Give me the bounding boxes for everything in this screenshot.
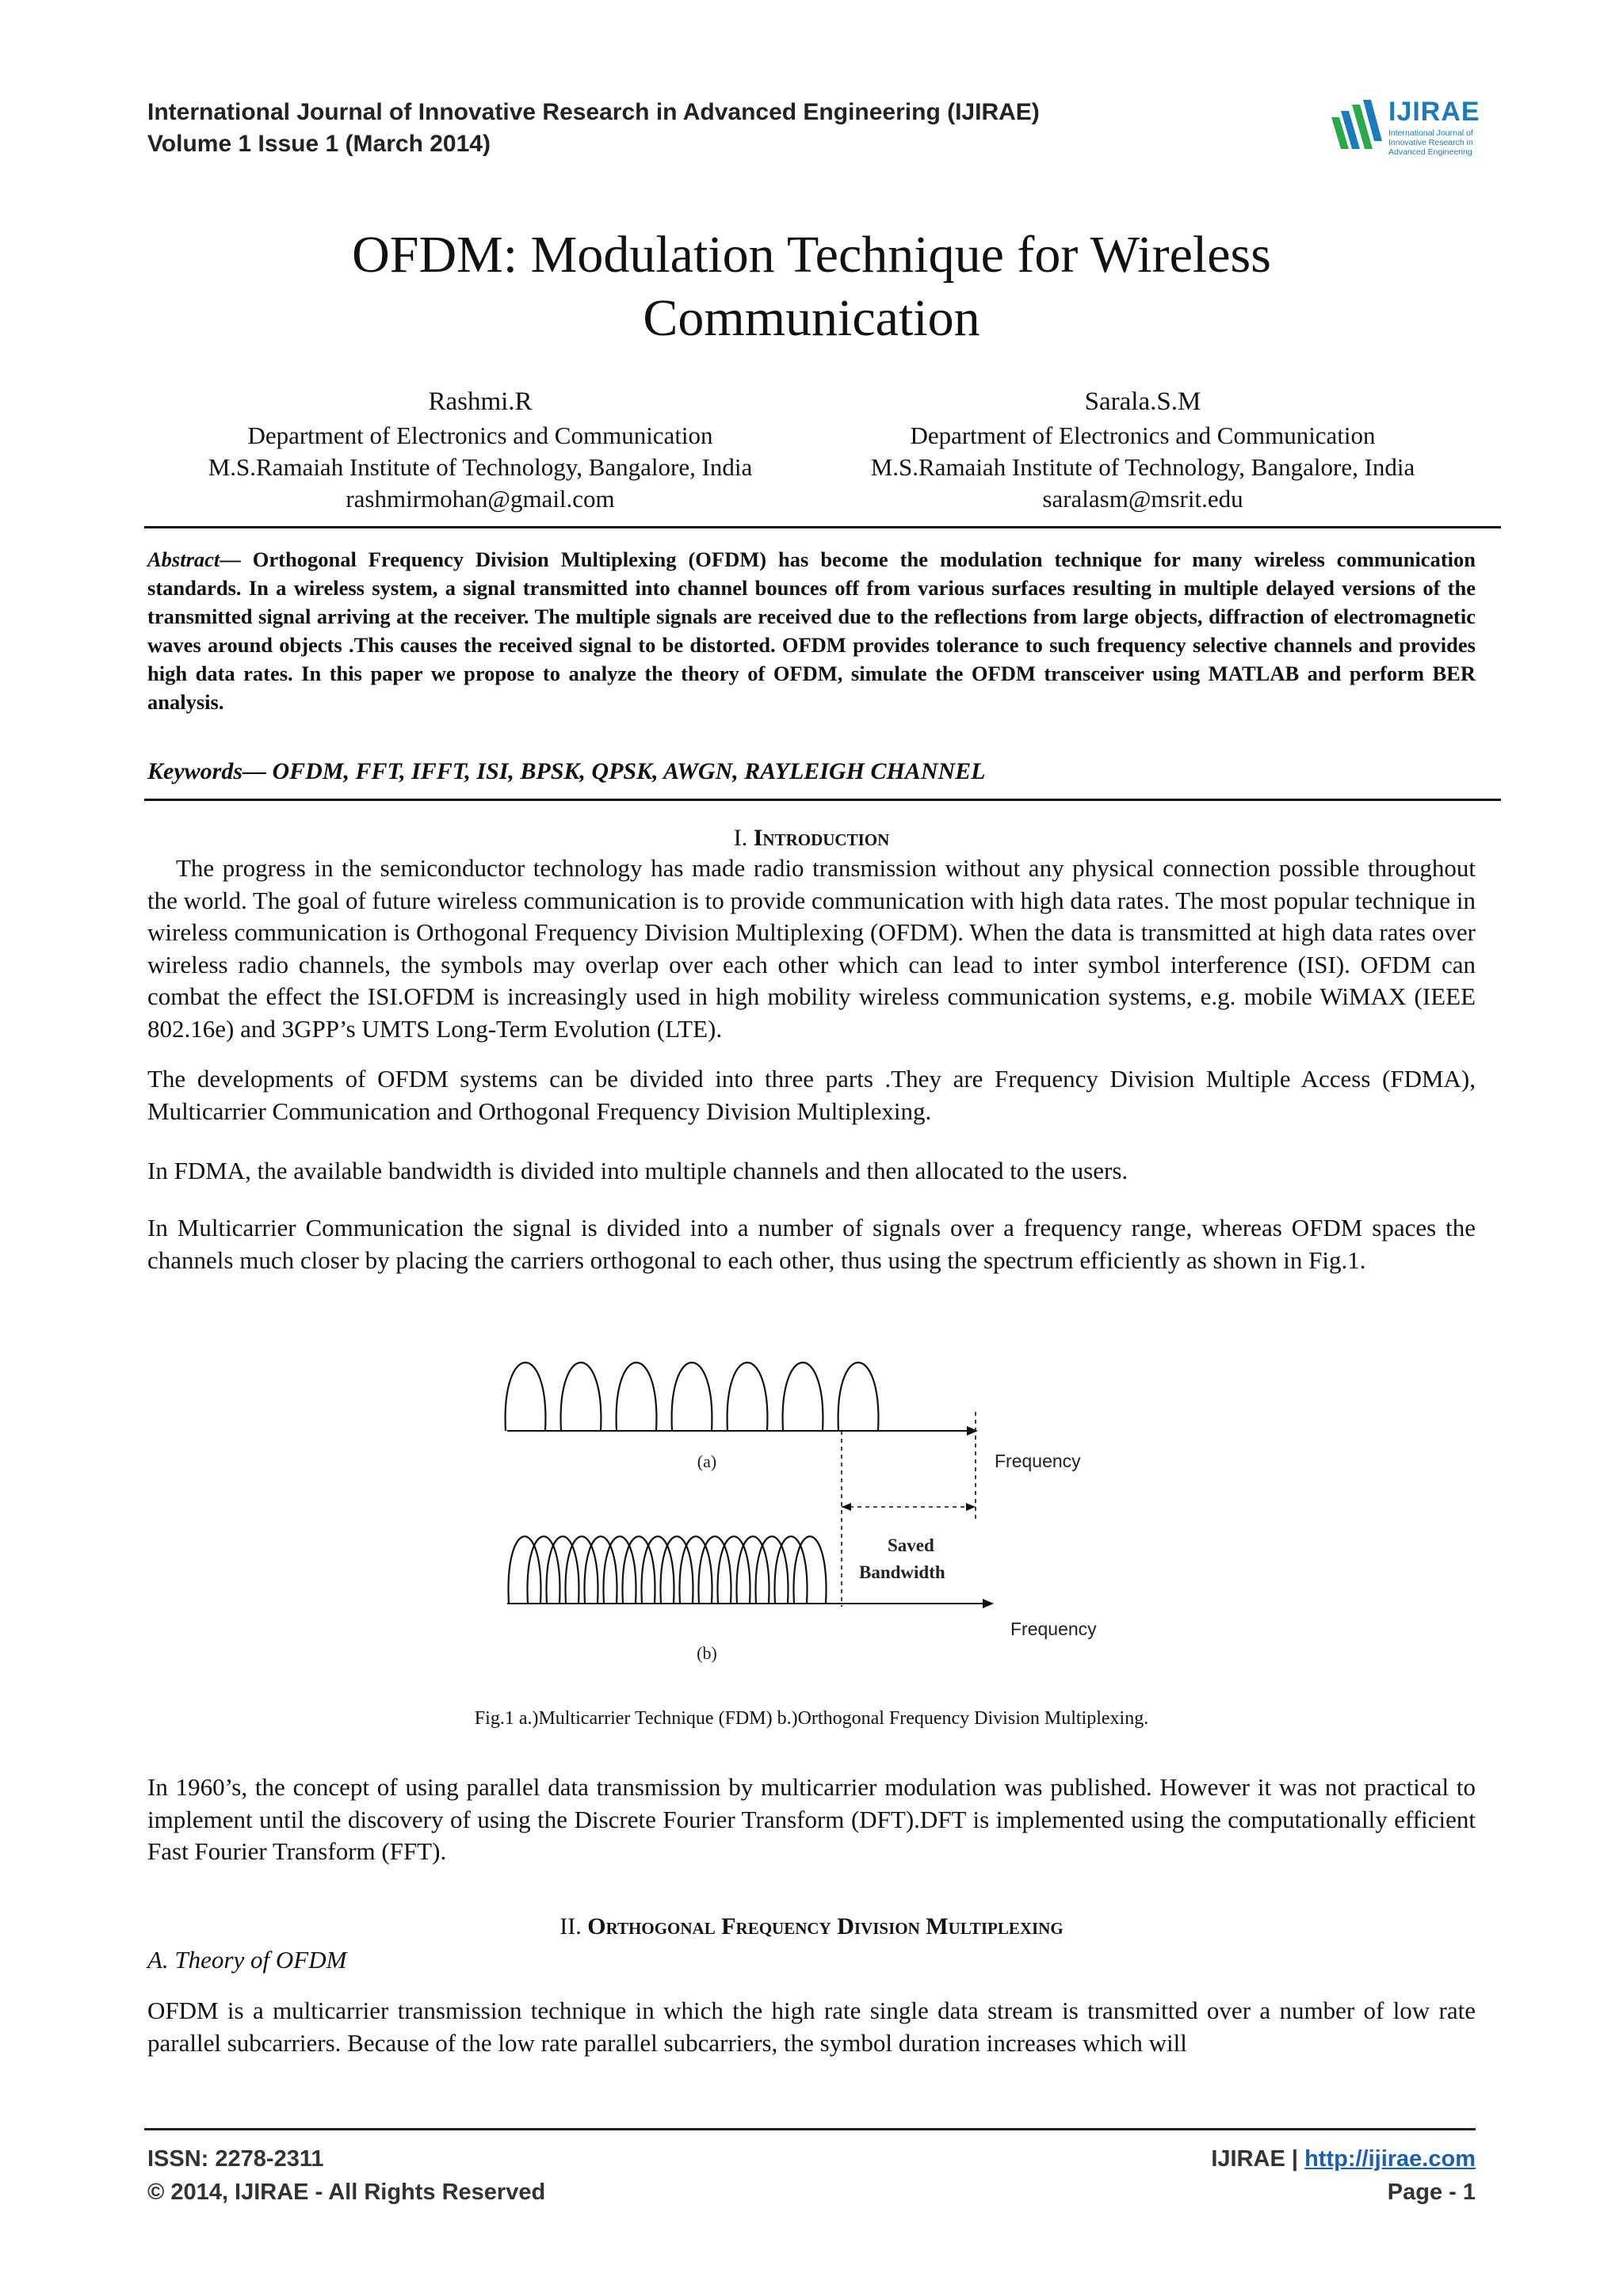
author-email: rashmirmohan@gmail.com: [346, 485, 615, 513]
arrow-a: [967, 1426, 978, 1436]
author-institute: M.S.Ramaiah Institute of Technology, Bangalore, India: [208, 453, 753, 481]
author-dept: Department of Electronics and Communication: [910, 421, 1376, 449]
section-number: II.: [559, 1913, 582, 1939]
journal-header: [147, 97, 1040, 160]
section-number: I.: [733, 825, 748, 851]
subsection-heading: A. Theory of OFDM: [147, 1946, 347, 1974]
page-number: Page - 1: [1387, 2180, 1476, 2205]
saved-arrow-left: [842, 1503, 851, 1511]
paragraph-4: In Multicarrier Communication the signal is divided into a number of signals over a frequency range, whereas OFDM spaces the channels much closer by placing the carriers orthogonal to each other, thus using the spectrum efficiently as shown in Fig.1.: [147, 1214, 1476, 1274]
rule-keywords: [144, 799, 1501, 801]
footer-brand: IJIRAE |: [1211, 2146, 1305, 2172]
logo-name: IJIRAE: [1388, 97, 1480, 127]
author-block-1: [147, 383, 813, 515]
paragraph-3: In FDMA, the available bandwidth is divided into multiple channels and then allocated to the users.: [147, 1157, 1128, 1184]
author-block-2: [810, 383, 1476, 515]
journal-volume: Volume 1 Issue 1 (March 2014): [147, 131, 491, 157]
abstract-lead: Abstract: [147, 547, 220, 571]
author-email: saralasm@msrit.edu: [1042, 485, 1243, 513]
paragraph-2: The developments of OFDM systems can be divided into three parts .They are Frequency Division Multiple Access (FDMA), Multicarrier Communication and Orthogonal Frequency Division Multiplexing.: [147, 1065, 1476, 1125]
figure-caption: Fig.1 a.)Multicarrier Technique (FDM) b.)Orthogonal Frequency Division Multiplexing.: [474, 1708, 1149, 1729]
frequency-label-b: Frequency: [1010, 1619, 1097, 1639]
footer-left: [147, 2142, 545, 2209]
title-line-1: OFDM: Modulation Technique for Wireless: [352, 226, 1271, 284]
saved-label-2: Bandwidth: [859, 1562, 945, 1582]
footer-rule: [144, 2128, 1476, 2130]
author-institute: M.S.Ramaiah Institute of Technology, Bangalore, India: [870, 453, 1415, 481]
ofdm-carriers: [509, 1536, 827, 1604]
fdm-carriers: [506, 1363, 879, 1431]
author-dept: Department of Electronics and Communication: [247, 421, 713, 449]
abstract-text: Orthogonal Frequency Division Multiplexing (OFDM) has become the modulation technique for many wireless communication standards. In a wireless system, a signal transmitted into channel bounces off from various surfaces resulting in multiple delayed versions of the transmitted signal arriving at the receiver. The multiple signals are received due to the reflections from large objects, diffraction of electromagnetic waves around objects .This causes the received signal to be distorted. OFDM provides tolerance to such frequency selective channels and provides high data rates. In this paper we propose to analyze the theory of OFDM, simulate the OFDM transceiver using MATLAB and perform BER analysis.: [147, 547, 1476, 714]
title-line-2: Communication: [643, 289, 980, 347]
figure-label-b: (b): [697, 1643, 717, 1663]
abstract-dash: —: [220, 547, 241, 571]
rule-top: [144, 526, 1501, 528]
figure-label-a: (a): [697, 1451, 717, 1471]
arrow-b: [983, 1599, 994, 1608]
section-title: Orthogonal Frequency Division Multiplexing: [587, 1913, 1064, 1939]
abstract: [147, 545, 1476, 716]
paragraph-5: In 1960’s, the concept of using parallel data transmission by multicarrier modulation was published. However it was not practical to implement until the discovery of using the Discrete Fourier Transform (DFT).DFT is implemented using the computationally efficient Fast Fourier Transform (FFT).: [147, 1773, 1476, 1865]
paper-title: [147, 223, 1476, 350]
frequency-label-a: Frequency: [995, 1451, 1081, 1471]
paragraph-6: OFDM is a multicarrier transmission technique in which the high rate single data stream is transmitted over a number of low rate parallel subcarriers. Because of the low rate parallel subcarriers, the symbol duration increases which will: [147, 1997, 1476, 2057]
logo-subtitle: International Journal of Innovative Research in Advanced Engineering: [1388, 128, 1473, 157]
journal-name: International Journal of Innovative Research in Advanced Engineering (IJIRAE): [147, 99, 1040, 125]
footer-issn: ISSN: 2278-2311: [147, 2146, 324, 2172]
footer-right: [1030, 2142, 1476, 2209]
saved-label-1: Saved: [888, 1535, 934, 1555]
section-title: Introduction: [753, 825, 890, 851]
author-name: Rashmi.R: [428, 387, 533, 416]
paragraph-1: The progress in the semiconductor technology has made radio transmission without any physical connection possible throughout the world. The goal of future wireless communication is to provide communication with high data rates. The most popular technique in wireless communication is Orthogonal Frequency Division Multiplexing (OFDM). When the data is transmitted at high data rates over wireless radio channels, the symbols may overlap over each other which can lead to inter symbol interference (ISI). OFDM can combat the effect the ISI.OFDM is increasingly used in high mobility wireless communication systems, e.g. mobile WiMAX (IEEE 802.16e) and 3GPP’s UMTS Long-Term Evolution (LTE).: [147, 854, 1476, 1043]
section-heading-introduction: [147, 822, 1476, 854]
journal-link[interactable]: http://ijirae.com: [1304, 2146, 1476, 2172]
section-heading-ofdm: [147, 1911, 1476, 1943]
saved-arrow-right: [966, 1503, 976, 1511]
journal-logo: [1328, 93, 1487, 157]
figure-fdm-ofdm: [499, 1320, 1125, 1669]
logo-icon: [1328, 93, 1384, 157]
footer-copyright: © 2014, IJIRAE - All Rights Reserved: [147, 2180, 546, 2205]
author-name: Sarala.S.M: [1084, 387, 1201, 416]
keywords: Keywords— OFDM, FFT, IFFT, ISI, BPSK, QPSK, AWGN, RAYLEIGH CHANNEL: [147, 758, 986, 784]
